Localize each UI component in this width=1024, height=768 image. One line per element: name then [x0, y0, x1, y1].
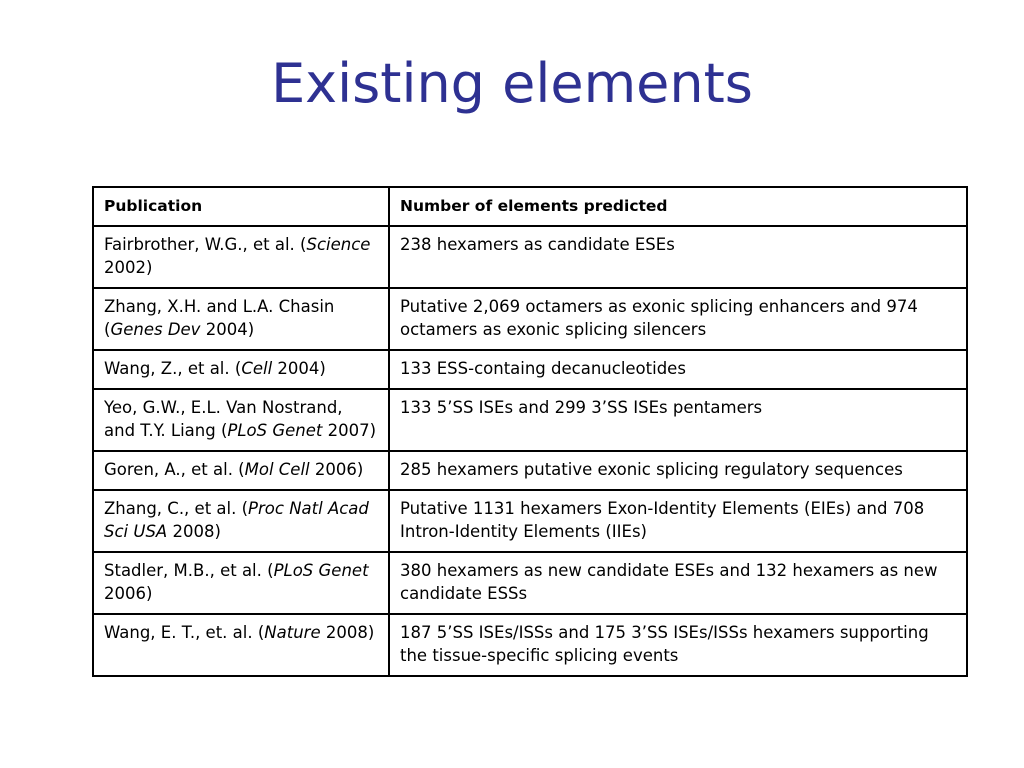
authors: Stadler, M.B., et al. ( [104, 561, 274, 580]
year: 2004) [200, 320, 255, 339]
prediction-cell: Putative 1131 hexamers Exon-Identity Elements (EIEs) and 708 Intron-Identity Elements (IIEs) [389, 490, 967, 552]
table-header-row [93, 187, 967, 226]
table-row [93, 451, 967, 490]
authors: Wang, E. T., et. al. ( [104, 623, 265, 642]
journal: Proc Natl Acad Sci USA [104, 499, 369, 541]
journal: Science [306, 235, 371, 254]
authors: Yeo, G.W., E.L. Van Nostrand, and T.Y. Liang ( [104, 398, 343, 440]
prediction-cell: 238 hexamers as candidate ESEs [389, 226, 967, 288]
year: 2008) [167, 522, 221, 541]
year: 2004) [272, 359, 326, 378]
table-row [93, 226, 967, 288]
authors: Zhang, X.H. and L.A. Chasin ( [104, 297, 335, 339]
table-row [93, 350, 967, 389]
publication-cell [93, 552, 389, 614]
prediction-cell: Putative 2,069 octamers as exonic splicing enhancers and 974 octamers as exonic splicing silencers [389, 288, 967, 350]
prediction-cell: 380 hexamers as new candidate ESEs and 132 hexamers as new candidate ESSs [389, 552, 967, 614]
slide-title: Existing elements [271, 52, 753, 115]
publication-cell [93, 451, 389, 490]
publication-cell [93, 288, 389, 350]
year: 2008) [320, 623, 375, 642]
table-row [93, 552, 967, 614]
prediction-cell: 133 5’SS ISEs and 299 3’SS ISEs pentamers [389, 389, 967, 451]
authors: Goren, A., et al. ( [104, 460, 245, 479]
journal: PLoS Genet [227, 421, 323, 440]
publication-cell [93, 490, 389, 552]
prediction-cell: 187 5’SS ISEs/ISSs and 175 3’SS ISEs/ISSs hexamers supporting the tissue-specific splicing events [389, 614, 967, 676]
publication-cell [93, 614, 389, 676]
year: 2007) [322, 421, 377, 440]
authors: Wang, Z., et al. ( [104, 359, 242, 378]
table-row [93, 288, 967, 350]
publications-table [92, 186, 968, 677]
column-header-publication: Publication [93, 187, 389, 226]
prediction-cell: 133 ESS-containg decanucleotides [389, 350, 967, 389]
table-row [93, 389, 967, 451]
table-row [93, 614, 967, 676]
prediction-cell: 285 hexamers putative exonic splicing regulatory sequences [389, 451, 967, 490]
publication-cell [93, 389, 389, 451]
year: 2002) [104, 258, 153, 277]
table-row [93, 490, 967, 552]
publication-cell [93, 226, 389, 288]
authors: Fairbrother, W.G., et al. ( [104, 235, 307, 254]
journal: PLoS Genet [273, 561, 369, 580]
year: 2006) [309, 460, 364, 479]
journal: Cell [241, 359, 273, 378]
journal: Nature [264, 623, 321, 642]
column-header-elements: Number of elements predicted [389, 187, 967, 226]
year: 2006) [104, 584, 153, 603]
authors: Zhang, C., et al. ( [104, 499, 249, 518]
journal: Genes Dev [110, 320, 201, 339]
journal: Mol Cell [244, 460, 310, 479]
publication-cell [93, 350, 389, 389]
